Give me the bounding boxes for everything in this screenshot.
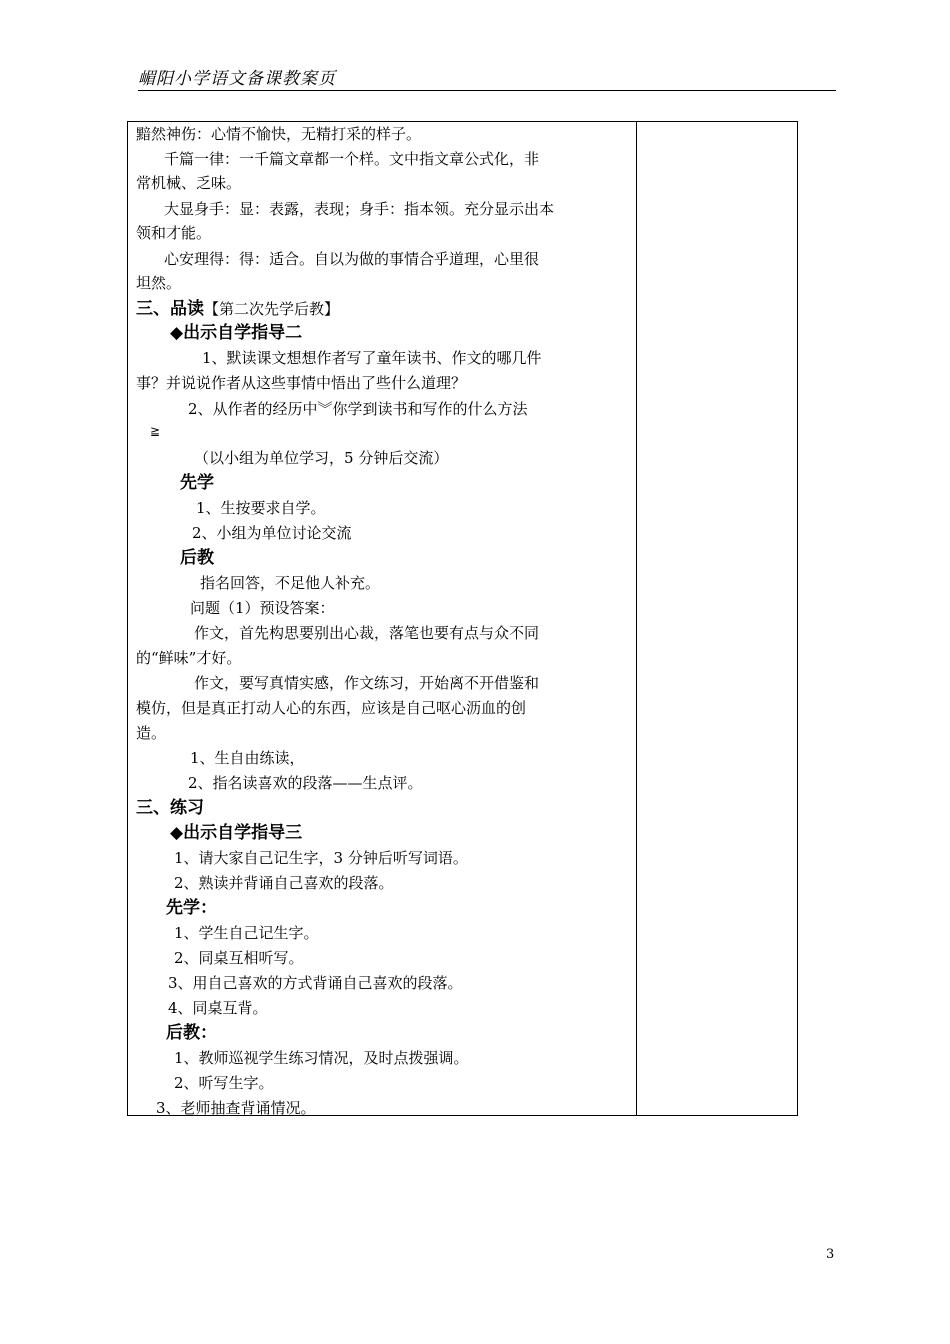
section-heading-tag: 【第二次先学后教】 xyxy=(204,300,340,318)
text-line: 的“鲜味”才好。 xyxy=(136,649,242,667)
text-line: 1、请大家自己记生字，3 分钟后听写词语。 xyxy=(174,849,468,867)
page-number: 3 xyxy=(826,1247,835,1262)
text-line: 2、小组为单位讨论交流 xyxy=(192,524,352,542)
text-line: 大显身手：显：表露，表现；身手：指本领。充分显示出本 xyxy=(164,200,555,218)
text-line: 1、生按要求自学。 xyxy=(196,499,326,517)
text-line: 2、同桌互相听写。 xyxy=(174,949,304,967)
text-line: 作文，要写真情实感，作文练习，开始离不开借鉴和 xyxy=(194,674,540,692)
text-line: 作文，首先构思要别出心裁，落笔也要有点与众不同 xyxy=(194,624,540,642)
text-line: 1、教师巡视学生练习情况，及时点拨强调。 xyxy=(174,1049,469,1067)
text-line: 问题（1）预设答案： xyxy=(190,599,335,617)
text-line: 事？并说说作者从这些事情中悟出了些什么道理？ xyxy=(136,374,467,392)
notes-column-divider xyxy=(636,122,637,1115)
text-line: 坦然。 xyxy=(136,274,182,292)
text-line: 2、指名读喜欢的段落——生点评。 xyxy=(188,774,423,792)
text-line: 心安理得：得：适合。自以为做的事情合乎道理，心里很 xyxy=(164,250,540,268)
subheading-xianxue: 先学 xyxy=(180,473,214,493)
text-line: 领和才能。 xyxy=(136,224,212,242)
section-heading-lianxi: 三、练习 xyxy=(136,798,204,818)
text-line: 千篇一律：一千篇文章都一个样。文中指文章公式化，非 xyxy=(164,150,540,168)
text-line: 造。 xyxy=(136,724,167,742)
text-line: 常机械、乏味。 xyxy=(136,174,242,192)
text-line: 黯然神伤：心情不愉快，无精打采的样子。 xyxy=(136,125,422,143)
text-line: 2、熟读并背诵自己喜欢的段落。 xyxy=(174,874,394,892)
symbol-mark: ≧ xyxy=(150,424,161,438)
guide-heading-two: ◆出示自学指导二 xyxy=(170,323,303,343)
text-line: 2、从作者的经历中︾你学到读书和写作的什么方法 xyxy=(188,400,528,418)
text-line: 1、生自由练读， xyxy=(190,749,305,767)
text-line: 模仿，但是真正打动人心的东西，应该是自己呕心沥血的创 xyxy=(136,699,527,717)
text-line: 4、同桌互背。 xyxy=(168,999,268,1017)
header-title: 嵋阳小学语文备课教案页 xyxy=(138,69,336,89)
text-line: 1、默读课文想想作者写了童年读书、作文的哪几件 xyxy=(202,349,542,367)
text-line: 1、学生自己记生字。 xyxy=(174,924,319,942)
section-heading-pindu xyxy=(136,297,339,321)
lesson-table xyxy=(127,121,798,1116)
page-header xyxy=(138,64,836,91)
text-line: 3、老师抽查背诵情况。 xyxy=(156,1099,316,1117)
subheading-xianxue-2: 先学： xyxy=(166,898,217,918)
text-line: 2、听写生字。 xyxy=(174,1074,274,1092)
text-line: 3、用自己喜欢的方式背诵自己喜欢的段落。 xyxy=(168,974,463,992)
text-line: 指名回答，不足他人补充。 xyxy=(200,574,381,592)
guide-heading-three: ◆出示自学指导三 xyxy=(170,823,303,843)
text-line: （以小组为单位学习，5 分钟后交流） xyxy=(194,449,449,467)
subheading-houjiao: 后教 xyxy=(180,548,214,568)
section-heading-text: 三、品读 xyxy=(136,299,204,319)
subheading-houjiao-2: 后教： xyxy=(166,1023,217,1043)
